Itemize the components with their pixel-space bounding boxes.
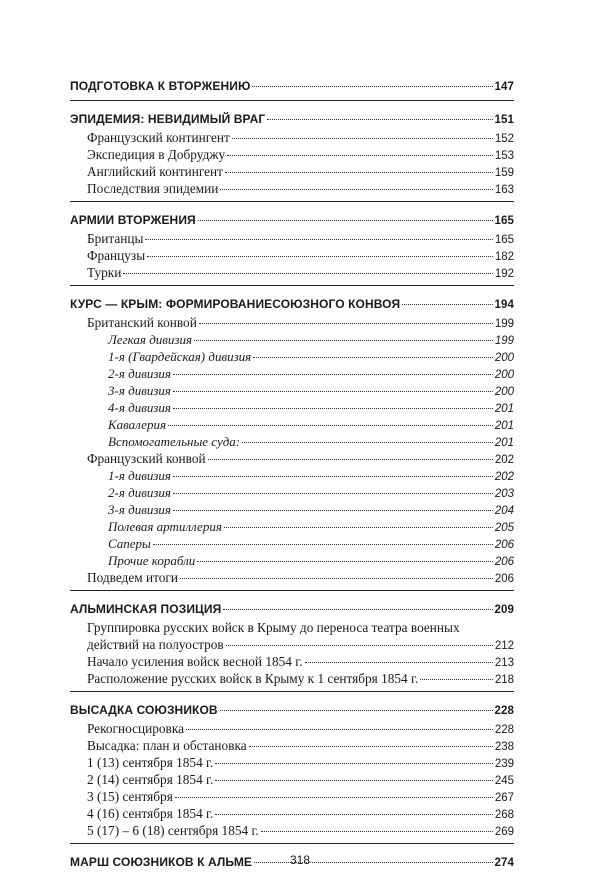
entry-title: Начало усиления войск весной 1854 г. xyxy=(87,654,303,669)
page-ref: 194 xyxy=(494,299,514,311)
page-ref: 228 xyxy=(494,724,514,736)
page-ref: 165 xyxy=(494,215,514,227)
dot-leader xyxy=(208,459,493,460)
dot-leader xyxy=(197,561,493,562)
entry-title: Британцы xyxy=(87,231,144,246)
toc-subentry[interactable] xyxy=(70,416,514,433)
dot-leader xyxy=(232,138,493,139)
entry-title: 2-я дивизия xyxy=(108,485,171,500)
toc-entry[interactable] xyxy=(70,146,514,163)
dot-leader xyxy=(249,746,493,747)
dot-leader xyxy=(267,119,492,120)
dot-leader xyxy=(253,357,493,358)
entry-title: Последствия эпидемии xyxy=(87,181,219,196)
page-ref: 152 xyxy=(494,133,514,145)
toc-entry[interactable] xyxy=(70,822,514,839)
entry-title-line[interactable]: Группировка русских войск в Крыму до переноса театра военных xyxy=(87,620,460,635)
page-ref: 153 xyxy=(494,150,514,162)
toc-section xyxy=(70,210,514,286)
toc-entry[interactable] xyxy=(70,771,514,788)
page-ref: 206 xyxy=(494,539,514,551)
entry-title: Турки xyxy=(87,265,122,280)
entry-title: 1-я (Гвардейская) дивизия xyxy=(108,349,252,364)
section-heading[interactable] xyxy=(70,109,514,129)
dot-leader xyxy=(147,256,493,257)
page-ref: 199 xyxy=(494,318,514,330)
entry-title: Прочие корабли xyxy=(108,553,196,568)
entry-title: АЛЬМИНСКАЯ ПОЗИЦИЯ xyxy=(70,602,222,616)
page-ref: 201 xyxy=(494,420,514,432)
dot-leader xyxy=(305,662,493,663)
page-ref: 206 xyxy=(494,556,514,568)
entry-title: Кавалерия xyxy=(108,417,166,432)
entry-title: действий на полуостров xyxy=(87,637,224,652)
toc-subentry[interactable] xyxy=(70,433,514,450)
toc-entry[interactable] xyxy=(70,720,514,737)
toc-entry[interactable] xyxy=(70,569,514,586)
dot-leader xyxy=(242,442,493,443)
dot-leader xyxy=(225,172,493,173)
entry-title: 3 (15) сентября xyxy=(87,789,173,804)
page-ref: 205 xyxy=(494,522,514,534)
page-ref: 239 xyxy=(494,758,514,770)
entry-title: ЭПИДЕМИЯ: НЕВИДИМЫЙ ВРАГ xyxy=(70,112,266,126)
entry-title: Французский конвой xyxy=(87,451,206,466)
entry-title: Полевая артиллерия xyxy=(108,519,222,534)
dot-leader xyxy=(180,578,493,579)
toc-subentry[interactable] xyxy=(70,331,514,348)
toc-subentry[interactable] xyxy=(70,552,514,569)
page-ref: 163 xyxy=(494,184,514,196)
entry-title: 2-я дивизия xyxy=(108,366,171,381)
page-ref: 200 xyxy=(494,352,514,364)
page-ref: 269 xyxy=(494,826,514,838)
page-ref: 268 xyxy=(494,809,514,821)
entry-title: 4 (16) сентября 1854 г. xyxy=(87,806,214,821)
page-ref: 201 xyxy=(494,437,514,449)
dot-leader xyxy=(227,155,493,156)
toc-subentry[interactable] xyxy=(70,535,514,552)
dot-leader xyxy=(194,340,493,341)
toc-entry[interactable] xyxy=(70,264,514,281)
page-ref: 200 xyxy=(494,369,514,381)
entry-title: 2 (14) сентября 1854 г. xyxy=(87,772,214,787)
dot-leader xyxy=(173,493,493,494)
page-ref: 202 xyxy=(494,471,514,483)
entry-title: 5 (17) – 6 (18) сентября 1854 г. xyxy=(87,823,259,838)
page-ref: 151 xyxy=(494,114,514,126)
toc-subentry[interactable] xyxy=(70,467,514,484)
dot-leader xyxy=(220,189,492,190)
dot-leader xyxy=(402,304,492,305)
toc-entry[interactable] xyxy=(70,180,514,197)
toc-entry[interactable] xyxy=(70,247,514,264)
page-ref: 147 xyxy=(494,81,514,93)
toc-subentry[interactable] xyxy=(70,348,514,365)
entry-title: Подведем итоги xyxy=(87,570,178,585)
dot-leader xyxy=(215,814,492,815)
entry-title: Английский контингент xyxy=(87,164,223,179)
page-ref: 165 xyxy=(494,234,514,246)
table-of-contents xyxy=(70,76,514,884)
page-ref: 212 xyxy=(494,640,514,652)
entry-title: Саперы xyxy=(108,536,151,551)
entry-title: Расположение русских войск в Крыму к 1 сентября 1854 г. xyxy=(87,671,419,686)
page-ref: 228 xyxy=(494,705,514,717)
dot-leader xyxy=(173,391,493,392)
page-ref: 267 xyxy=(494,792,514,804)
dot-leader xyxy=(199,323,493,324)
entry-title: Французы xyxy=(87,248,146,263)
page-ref: 200 xyxy=(494,386,514,398)
toc-subentry[interactable] xyxy=(70,399,514,416)
page-ref: 182 xyxy=(494,251,514,263)
dot-leader xyxy=(153,544,493,545)
entry-title: МАРШ СОЮЗНИКОВ К АЛЬМЕ xyxy=(70,855,253,869)
dot-leader xyxy=(220,710,493,711)
page-ref: 192 xyxy=(494,268,514,280)
dot-leader xyxy=(173,408,493,409)
page-ref: 213 xyxy=(494,657,514,669)
page-ref: 206 xyxy=(494,573,514,585)
toc-entry[interactable] xyxy=(70,230,514,247)
entry-title: 3-я дивизия xyxy=(108,383,171,398)
page-ref: 274 xyxy=(494,857,514,869)
toc-section xyxy=(70,76,514,101)
entry-title: 1-я дивизия xyxy=(108,468,171,483)
dot-leader xyxy=(223,609,492,610)
toc-subentry[interactable] xyxy=(70,365,514,382)
entry-title: Вспомогательные суда: xyxy=(108,434,241,449)
dot-leader xyxy=(420,679,493,680)
dot-leader xyxy=(173,476,493,477)
section-heading[interactable] xyxy=(70,76,514,96)
dot-leader xyxy=(215,780,492,781)
entry-title: 4-я дивизия xyxy=(108,400,171,415)
page-ref: 218 xyxy=(494,674,514,686)
dot-leader xyxy=(198,220,493,221)
entry-title: 3-я дивизия xyxy=(108,502,171,517)
entry-title: 1 (13) сентября 1854 г. xyxy=(87,755,214,770)
page-ref: 209 xyxy=(494,604,514,616)
page-ref: 202 xyxy=(494,454,514,466)
page-ref: 203 xyxy=(494,488,514,500)
dot-leader xyxy=(224,527,493,528)
toc-entry[interactable] xyxy=(70,129,514,146)
toc-entry[interactable] xyxy=(70,653,514,670)
entry-title: ВЫСАДКА СОЮЗНИКОВ xyxy=(70,703,218,717)
page-ref: 201 xyxy=(494,403,514,415)
entry-title: КУРС — КРЫМ: ФОРМИРОВАНИЕСОЮЗНОГО КОНВОЯ xyxy=(70,297,401,311)
dot-leader xyxy=(175,797,493,798)
dot-leader xyxy=(145,239,492,240)
toc-subentry[interactable] xyxy=(70,382,514,399)
page-number: 318 xyxy=(289,853,311,867)
dot-leader xyxy=(261,831,493,832)
toc-subentry[interactable] xyxy=(70,518,514,535)
dot-leader xyxy=(123,273,492,274)
toc-section xyxy=(70,294,514,591)
page-ref: 159 xyxy=(494,167,514,179)
toc-entry[interactable] xyxy=(70,737,514,754)
page-ref: 238 xyxy=(494,741,514,753)
toc-section xyxy=(70,109,514,202)
entry-title: Британский конвой xyxy=(87,315,197,330)
page-ref: 204 xyxy=(494,505,514,517)
toc-subentry[interactable] xyxy=(70,501,514,518)
toc-entry[interactable] xyxy=(70,754,514,771)
dot-leader xyxy=(173,374,493,375)
toc-entry[interactable] xyxy=(70,163,514,180)
entry-title: АРМИИ ВТОРЖЕНИЯ xyxy=(70,213,196,227)
toc-entry[interactable] xyxy=(70,636,514,653)
page-ref: 199 xyxy=(494,335,514,347)
toc-entry[interactable] xyxy=(70,788,514,805)
toc-entry[interactable] xyxy=(70,450,514,467)
section-heading[interactable] xyxy=(70,599,514,619)
entry-title: ПОДГОТОВКА К ВТОРЖЕНИЮ xyxy=(70,79,251,93)
dot-leader xyxy=(215,763,492,764)
toc-entry[interactable] xyxy=(70,805,514,822)
entry-title: Высадка: план и обстановка xyxy=(87,738,247,753)
toc-entry[interactable] xyxy=(70,314,514,331)
dot-leader xyxy=(168,425,493,426)
section-heading[interactable] xyxy=(70,700,514,720)
toc-entry[interactable] xyxy=(70,670,514,687)
toc-subentry[interactable] xyxy=(70,484,514,501)
dot-leader xyxy=(186,729,493,730)
toc-section xyxy=(70,700,514,844)
dot-leader xyxy=(173,510,493,511)
dot-leader xyxy=(226,645,493,646)
entry-title: Экспедиция в Добруджу xyxy=(87,147,226,162)
section-heading[interactable] xyxy=(70,210,514,230)
toc-section xyxy=(70,599,514,692)
entry-title: Легкая дивизия xyxy=(108,332,193,347)
entry-title: Французский контингент xyxy=(87,130,230,145)
section-heading[interactable] xyxy=(70,294,514,314)
page-ref: 245 xyxy=(494,775,514,787)
entry-title: Рекогносцировка xyxy=(87,721,184,736)
dot-leader xyxy=(252,86,492,87)
